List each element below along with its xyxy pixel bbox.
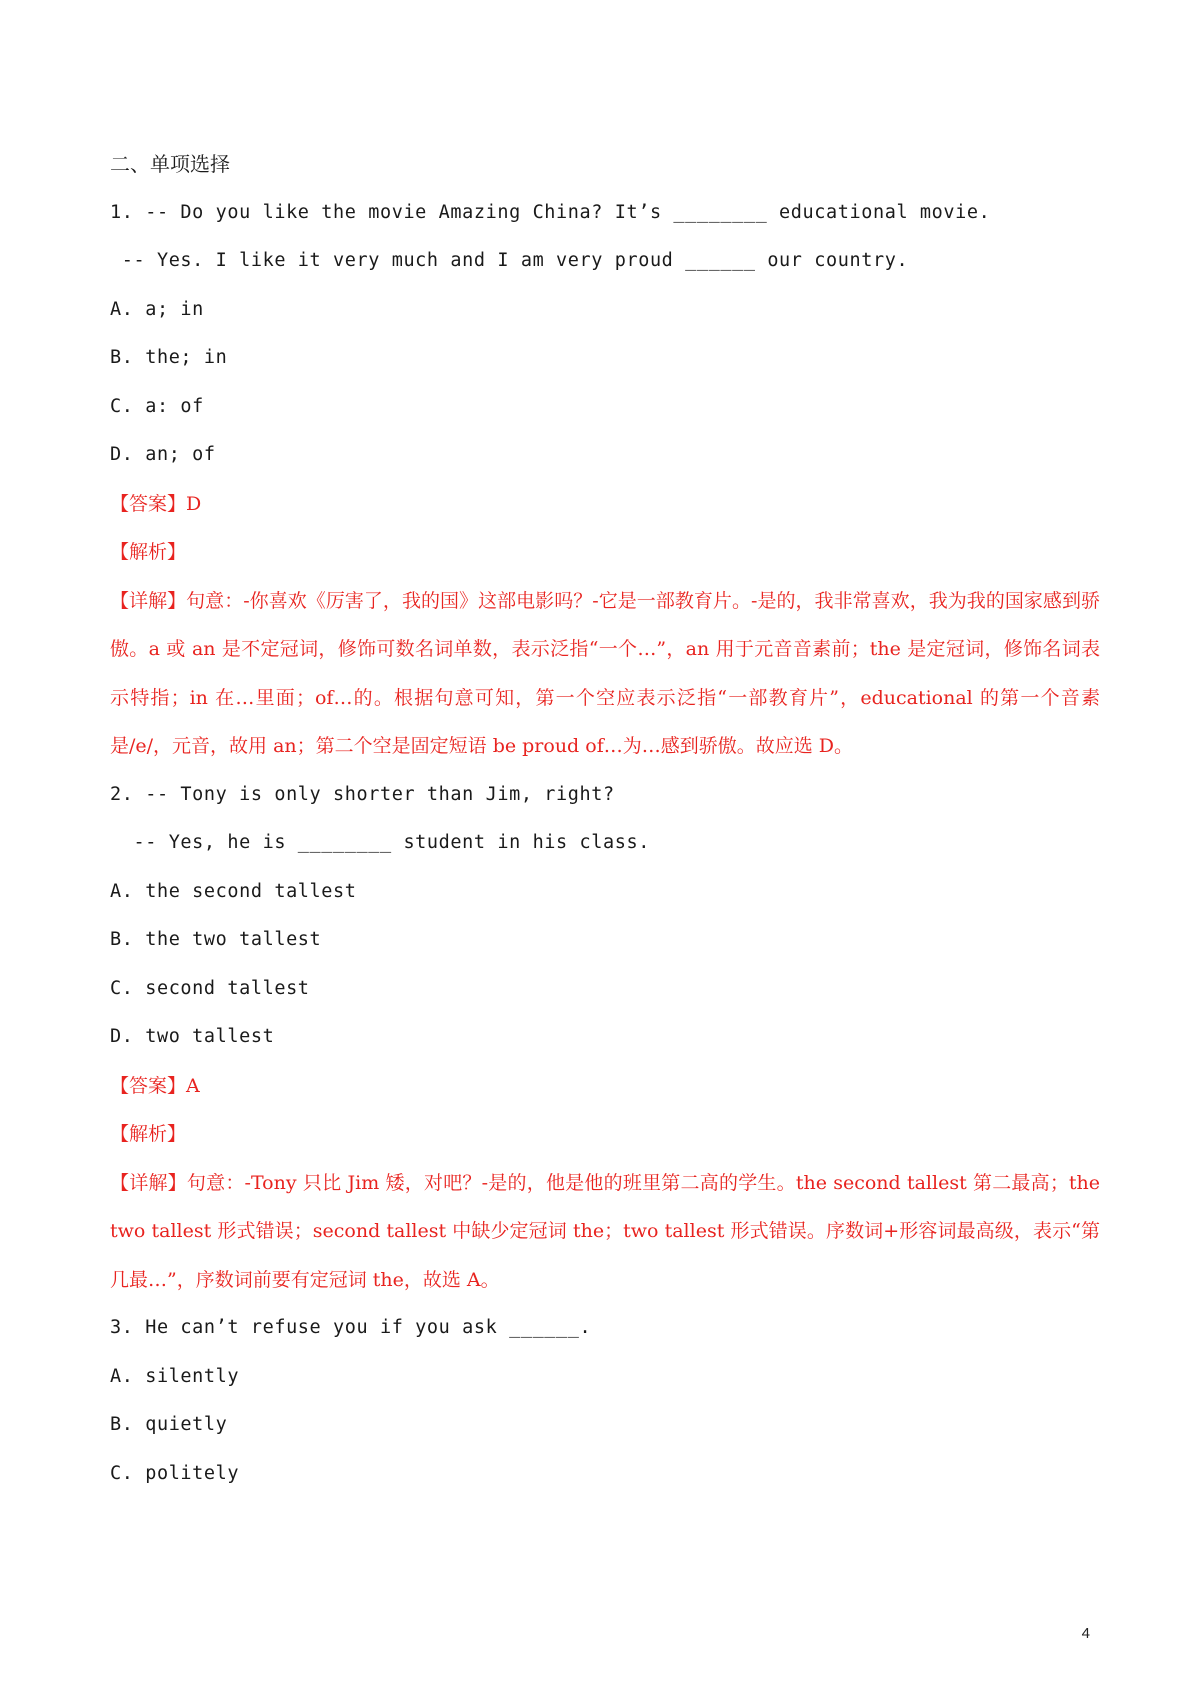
option-c: C. second tallest (110, 977, 310, 999)
page-number: 4 (1081, 1625, 1090, 1642)
question-1 (110, 189, 1100, 771)
option-c: C. politely (110, 1462, 240, 1484)
option-b: B. the two tallest (110, 929, 322, 950)
option-b: B. the; in (110, 347, 228, 368)
answer-line (110, 1062, 1100, 1111)
question-stem: 2. -- Tony is only shorter than Jim, right? (110, 783, 615, 805)
answer-value: D (186, 492, 202, 515)
option-d: D. two tallest (110, 1026, 275, 1047)
option-b: B. quietly (110, 1414, 228, 1435)
option-d: D. an; of (110, 444, 216, 465)
answer-line (110, 480, 1100, 529)
option-a: A. a; in (110, 298, 204, 320)
document-body (110, 140, 1100, 1498)
question-stem: 1. -- Do you like the movie Amazing China? It’s ________ educational movie. (110, 201, 991, 223)
section-title: 二、单项选择 (110, 152, 230, 176)
answer-label: 【答案】 (110, 1074, 187, 1097)
question-stem: -- Yes. I like it very much and I am very proud ______ our country. (110, 250, 909, 271)
analysis-label: 【解析】 (110, 541, 187, 563)
detail-explanation: 【详解】句意：-Tony 只比 Jim 矮，对吧？-是的，他是他的班里第二高的学生。the second tallest 第二最高；the two tallest 形式错误；second tallest 中缺少定冠词 the；two tallest 形式错误。序数词+形容词最高级，表示“第几最…”，序数词前要有定冠词 the，故选 A。 (110, 1171, 1100, 1291)
option-c: C. a: of (110, 395, 204, 417)
question-stem: 3. He can’t refuse you if you ask ______. (110, 1317, 592, 1338)
question-2 (110, 771, 1100, 1305)
question-stem: -- Yes, he is ________ student in his class. (110, 832, 650, 853)
question-3 (110, 1304, 1100, 1498)
detail-explanation: 【详解】句意：-你喜欢《厉害了，我的国》这部电影吗？-它是一部教育片。-是的，我非常喜欢，我为我的国家感到骄傲。a 或 an 是不定冠词，修饰可数名词单数，表示泛指“一个…”，an 用于元音音素前；the 是定冠词，修饰名词表示特指；in 在…里面；of…的。根据句意可知，第一个空应表示泛指“一部教育片”，educational 的第一个音素是/e/，元音，故用 an；第二个空是固定短语 be proud of…为…感到骄傲。故应选 D。 (110, 589, 1100, 757)
analysis-label: 【解析】 (110, 1123, 187, 1145)
answer-label: 【答案】 (110, 492, 187, 515)
option-a: A. the second tallest (110, 880, 357, 902)
answer-value: A (186, 1074, 200, 1097)
option-a: A. silently (110, 1365, 240, 1387)
